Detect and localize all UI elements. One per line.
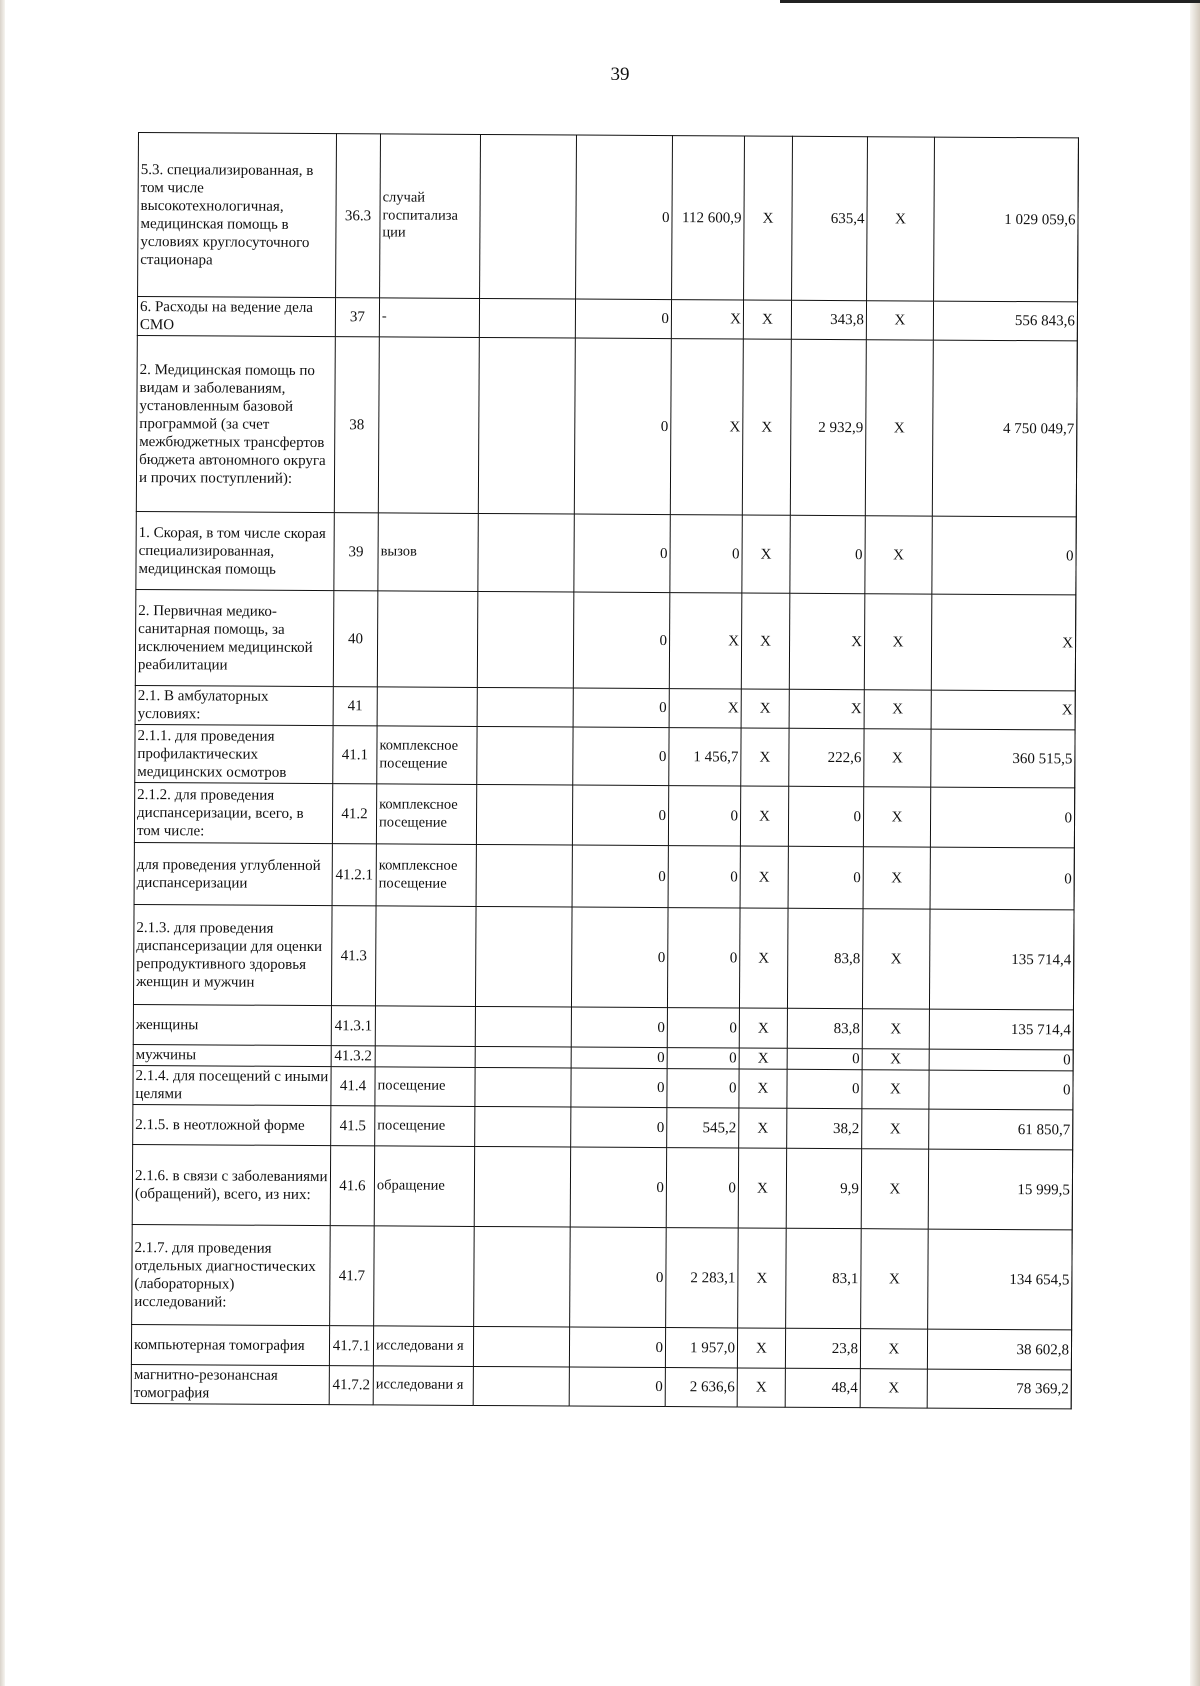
- row-col10-cell: 78 369,2: [927, 1369, 1071, 1409]
- data-table: [131, 132, 1079, 1409]
- row-col6-cell: 1 957,0: [665, 1328, 737, 1368]
- row-col8-cell: 0: [787, 1048, 862, 1069]
- row-code-cell: 41.7: [330, 1226, 375, 1326]
- row-col4-cell: [475, 1006, 571, 1047]
- row-col5-cell: 0: [573, 688, 669, 728]
- row-col9-cell: Х: [862, 1070, 929, 1109]
- row-col10-cell: 0: [932, 516, 1076, 595]
- row-code-cell: 41.5: [331, 1106, 375, 1146]
- row-unit-cell: обращение: [374, 1146, 474, 1227]
- row-col10-cell: 1 029 059,6: [934, 137, 1079, 302]
- row-unit-cell: [375, 906, 476, 1007]
- row-col6-cell: Х: [670, 339, 743, 515]
- row-col9-cell: Х: [862, 1109, 929, 1149]
- row-col5-cell: 0: [569, 1327, 665, 1368]
- row-col4-cell: [477, 591, 574, 688]
- row-code-cell: 41.6: [330, 1146, 374, 1226]
- row-name-cell: для проведения углубленной диспансеризации: [134, 842, 332, 905]
- row-col8-cell: 343,8: [791, 300, 866, 339]
- row-col9-cell: Х: [863, 847, 930, 909]
- row-col8-cell: 38,2: [787, 1108, 862, 1148]
- table-row: [135, 685, 1075, 729]
- row-col8-cell: 635,4: [792, 136, 868, 300]
- row-col9-cell: Х: [861, 1229, 929, 1329]
- row-name-cell: 2. Первичная медико-санитарная помощь, за исключением медицинской реабилитации: [135, 589, 334, 686]
- row-col5-cell: 0: [570, 1227, 667, 1328]
- row-code-cell: 40: [333, 591, 378, 687]
- row-name-cell: 6. Расходы на ведение дела СМО: [137, 297, 335, 337]
- table-row: [134, 842, 1074, 909]
- row-code-cell: 36.3: [336, 134, 381, 298]
- row-col4-cell: [473, 1326, 569, 1367]
- row-col7-cell: Х: [739, 1008, 787, 1048]
- row-name-cell: магнитно-резонансная томография: [131, 1364, 329, 1404]
- row-col8-cell: 48,4: [785, 1368, 860, 1407]
- row-col10-cell: 556 843,6: [933, 301, 1077, 341]
- row-col5-cell: 0: [571, 907, 668, 1008]
- row-col10-cell: 61 850,7: [929, 1109, 1073, 1150]
- row-col5-cell: 0: [574, 514, 670, 593]
- row-col10-cell: 0: [929, 1070, 1073, 1110]
- row-col5-cell: 0: [575, 299, 671, 339]
- row-col8-cell: Х: [789, 593, 865, 689]
- row-name-cell: 2.1.4. для посещений с иными целями: [133, 1065, 331, 1105]
- row-col5-cell: 0: [571, 1107, 667, 1148]
- row-name-cell: женщины: [133, 1004, 331, 1045]
- top-border-line: [780, 0, 1200, 3]
- row-unit-cell: комплексное посещение: [377, 726, 477, 785]
- row-col10-cell: Х: [931, 690, 1075, 730]
- row-col10-cell: 38 602,8: [927, 1329, 1071, 1370]
- row-name-cell: 5.3. специализированная, в том числе высокотехнологичная, медицинская помощь в условиях круглосуточного стационара: [138, 133, 337, 298]
- row-col10-cell: 15 999,5: [928, 1149, 1072, 1230]
- row-unit-cell: исследовани я: [373, 1326, 473, 1367]
- row-name-cell: 2.1.2. для проведения диспансеризации, всего, в том числе:: [134, 782, 332, 843]
- row-col4-cell: [480, 134, 577, 299]
- row-col4-cell: [474, 1146, 570, 1227]
- row-col6-cell: 0: [668, 846, 740, 908]
- row-col6-cell: 0: [667, 908, 740, 1008]
- row-col7-cell: Х: [739, 1108, 787, 1148]
- row-col5-cell: 0: [569, 1367, 665, 1407]
- table-row: [133, 1104, 1073, 1149]
- row-col9-cell: Х: [862, 1009, 929, 1049]
- row-col4-cell: [478, 513, 574, 592]
- row-col5-cell: 0: [574, 338, 671, 515]
- row-name-cell: 2.1.5. в неотложной форме: [133, 1104, 331, 1145]
- row-col9-cell: Х: [862, 909, 930, 1009]
- row-code-cell: 37: [335, 298, 379, 337]
- row-col4-cell: [475, 1046, 571, 1068]
- row-col9-cell: Х: [865, 340, 933, 516]
- row-code-cell: 41.3.2: [331, 1046, 375, 1067]
- row-col5-cell: 0: [570, 1147, 666, 1228]
- table-row: [132, 1224, 1073, 1329]
- row-col7-cell: Х: [743, 300, 791, 339]
- row-unit-cell: [378, 337, 479, 514]
- row-col5-cell: 0: [572, 845, 668, 908]
- table-row: [136, 335, 1077, 516]
- row-unit-cell: [375, 1046, 475, 1068]
- row-col9-cell: Х: [864, 729, 931, 787]
- row-col4-cell: [474, 1226, 571, 1327]
- row-col7-cell: Х: [744, 136, 793, 300]
- row-col9-cell: Х: [861, 1149, 928, 1229]
- row-col6-cell: 0: [668, 786, 740, 846]
- row-col9-cell: Х: [864, 594, 932, 690]
- row-col8-cell: 83,8: [787, 1008, 862, 1048]
- row-col10-cell: 134 654,5: [928, 1229, 1073, 1330]
- table-row: [136, 511, 1076, 594]
- row-col9-cell: Х: [864, 690, 931, 729]
- row-unit-cell: посещение: [375, 1067, 475, 1107]
- table-row: [133, 1004, 1073, 1049]
- row-col4-cell: [475, 1106, 571, 1147]
- row-unit-cell: вызов: [378, 513, 478, 592]
- table-row: [133, 904, 1074, 1009]
- row-col5-cell: 0: [571, 1068, 667, 1108]
- row-col8-cell: 23,8: [785, 1328, 860, 1368]
- row-col4-cell: [478, 337, 575, 514]
- row-unit-cell: [377, 591, 478, 688]
- row-col5-cell: 0: [576, 135, 673, 300]
- row-code-cell: 38: [334, 337, 379, 513]
- row-name-cell: 2.1.6. в связи с заболеваниями (обращений), всего, из них:: [132, 1144, 330, 1225]
- table-row: [132, 1144, 1072, 1229]
- row-col10-cell: 135 714,4: [929, 909, 1074, 1010]
- row-col9-cell: Х: [860, 1369, 927, 1408]
- row-col10-cell: 360 515,5: [931, 729, 1075, 788]
- row-unit-cell: [374, 1226, 475, 1327]
- row-col5-cell: 0: [573, 592, 670, 689]
- row-code-cell: 41.7.2: [329, 1366, 373, 1405]
- row-col7-cell: Х: [738, 1148, 786, 1228]
- row-col9-cell: Х: [860, 1329, 927, 1369]
- row-col6-cell: 1 456,7: [669, 728, 741, 786]
- row-col7-cell: Х: [740, 786, 788, 846]
- row-unit-cell: случай госпитализа ции: [380, 134, 481, 299]
- table-row: [134, 782, 1074, 847]
- row-code-cell: 41.3: [331, 906, 376, 1006]
- row-col9-cell: Х: [862, 1049, 929, 1070]
- row-col6-cell: 2 283,1: [666, 1228, 739, 1328]
- row-name-cell: 2.1. В амбулаторных условиях:: [135, 685, 333, 725]
- row-col6-cell: 0: [667, 1008, 739, 1048]
- row-col6-cell: 0: [667, 1048, 739, 1069]
- row-unit-cell: -: [379, 298, 479, 338]
- row-col4-cell: [476, 844, 572, 907]
- row-col7-cell: Х: [742, 515, 790, 593]
- row-col6-cell: 545,2: [667, 1108, 739, 1148]
- row-name-cell: 2.1.3. для проведения диспансеризации для оценки репродуктивного здоровья женщин и мужчин: [133, 904, 332, 1005]
- row-col10-cell: 4 750 049,7: [932, 340, 1077, 517]
- row-col8-cell: 83,1: [786, 1228, 862, 1328]
- row-col6-cell: Х: [669, 593, 742, 689]
- row-col4-cell: [476, 784, 572, 845]
- row-col8-cell: 0: [788, 786, 863, 846]
- row-col6-cell: Х: [669, 689, 741, 728]
- row-col5-cell: 0: [572, 785, 668, 846]
- row-col7-cell: Х: [739, 1048, 787, 1069]
- row-col7-cell: Х: [742, 339, 791, 515]
- row-name-cell: 2. Медицинская помощь по видам и заболеваниям, установленным базовой программой (за счет межбюджетных трансфертов бюджета автономного округа и прочих поступлений):: [136, 335, 335, 512]
- row-col8-cell: 83,8: [787, 908, 863, 1008]
- row-col9-cell: Х: [863, 787, 930, 847]
- row-col8-cell: 0: [787, 1069, 862, 1108]
- row-col7-cell: Х: [737, 1368, 785, 1407]
- row-col7-cell: Х: [741, 593, 790, 689]
- row-col4-cell: [477, 687, 573, 727]
- row-col6-cell: 112 600,9: [672, 136, 745, 300]
- page-number: 39: [610, 64, 630, 85]
- row-col7-cell: Х: [740, 846, 788, 908]
- row-unit-cell: [377, 687, 477, 727]
- row-col8-cell: 0: [790, 515, 865, 593]
- row-code-cell: 41.2: [332, 784, 376, 844]
- row-col9-cell: Х: [865, 516, 932, 594]
- row-code-cell: 41.4: [331, 1067, 375, 1106]
- row-col10-cell: Х: [931, 594, 1076, 691]
- table-body: [131, 133, 1078, 1409]
- row-code-cell: 41.7.1: [329, 1326, 373, 1366]
- row-col9-cell: Х: [866, 301, 933, 340]
- row-col9-cell: Х: [867, 137, 935, 301]
- table-row: [131, 1364, 1071, 1408]
- row-col10-cell: 0: [930, 847, 1074, 910]
- row-name-cell: 2.1.1. для проведения профилактических медицинских осмотров: [135, 724, 333, 783]
- row-col5-cell: 0: [571, 1047, 667, 1069]
- row-col5-cell: 0: [573, 727, 669, 786]
- row-col8-cell: 2 932,9: [790, 339, 866, 515]
- row-col8-cell: Х: [789, 689, 864, 728]
- row-unit-cell: [375, 1006, 475, 1047]
- row-col6-cell: 0: [666, 1148, 738, 1228]
- table-row: [138, 133, 1079, 302]
- row-col5-cell: 0: [571, 1007, 667, 1048]
- table-row: [131, 1324, 1071, 1369]
- row-col7-cell: Х: [739, 1069, 787, 1108]
- row-col7-cell: Х: [737, 1328, 785, 1368]
- row-col8-cell: 9,9: [786, 1148, 861, 1228]
- row-col6-cell: 0: [670, 515, 742, 593]
- row-code-cell: 41.2.1: [332, 844, 376, 906]
- row-col10-cell: 0: [929, 1049, 1073, 1071]
- row-code-cell: 41: [333, 687, 377, 726]
- row-col4-cell: [479, 298, 575, 338]
- row-col8-cell: 222,6: [789, 728, 864, 786]
- row-code-cell: 39: [334, 513, 378, 591]
- row-col6-cell: 2 636,6: [665, 1368, 737, 1407]
- row-col7-cell: Х: [739, 908, 788, 1008]
- row-col4-cell: [475, 1067, 571, 1107]
- row-col7-cell: Х: [741, 689, 789, 728]
- table-container: [131, 132, 1078, 1409]
- table-row: [135, 589, 1076, 690]
- row-col6-cell: Х: [671, 300, 743, 339]
- row-unit-cell: посещение: [375, 1106, 475, 1147]
- row-col6-cell: 0: [667, 1069, 739, 1108]
- row-name-cell: 1. Скорая, в том числе скорая специализированная, медицинская помощь: [136, 511, 334, 590]
- row-col7-cell: Х: [741, 728, 789, 786]
- row-col7-cell: Х: [738, 1228, 787, 1328]
- row-col4-cell: [473, 1366, 569, 1406]
- row-name-cell: компьютерная томография: [131, 1324, 329, 1365]
- row-unit-cell: комплексное посещение: [376, 844, 476, 907]
- table-row: [133, 1065, 1073, 1109]
- table-row: [135, 724, 1075, 787]
- row-code-cell: 41.3.1: [331, 1006, 375, 1046]
- row-col10-cell: 0: [930, 787, 1074, 848]
- row-unit-cell: комплексное посещение: [376, 784, 476, 845]
- row-name-cell: 2.1.7. для проведения отдельных диагностических (лабораторных) исследований:: [132, 1224, 331, 1325]
- row-col4-cell: [477, 726, 573, 785]
- row-col10-cell: 135 714,4: [929, 1009, 1073, 1050]
- row-unit-cell: исследовани я: [373, 1366, 473, 1406]
- scan-edge-left: [0, 0, 5, 1686]
- row-col8-cell: 0: [788, 846, 863, 908]
- scan-edge-right: [1190, 0, 1200, 1686]
- table-row: [137, 297, 1077, 341]
- row-code-cell: 41.1: [333, 726, 377, 784]
- row-name-cell: мужчины: [133, 1044, 331, 1066]
- row-col4-cell: [475, 906, 572, 1007]
